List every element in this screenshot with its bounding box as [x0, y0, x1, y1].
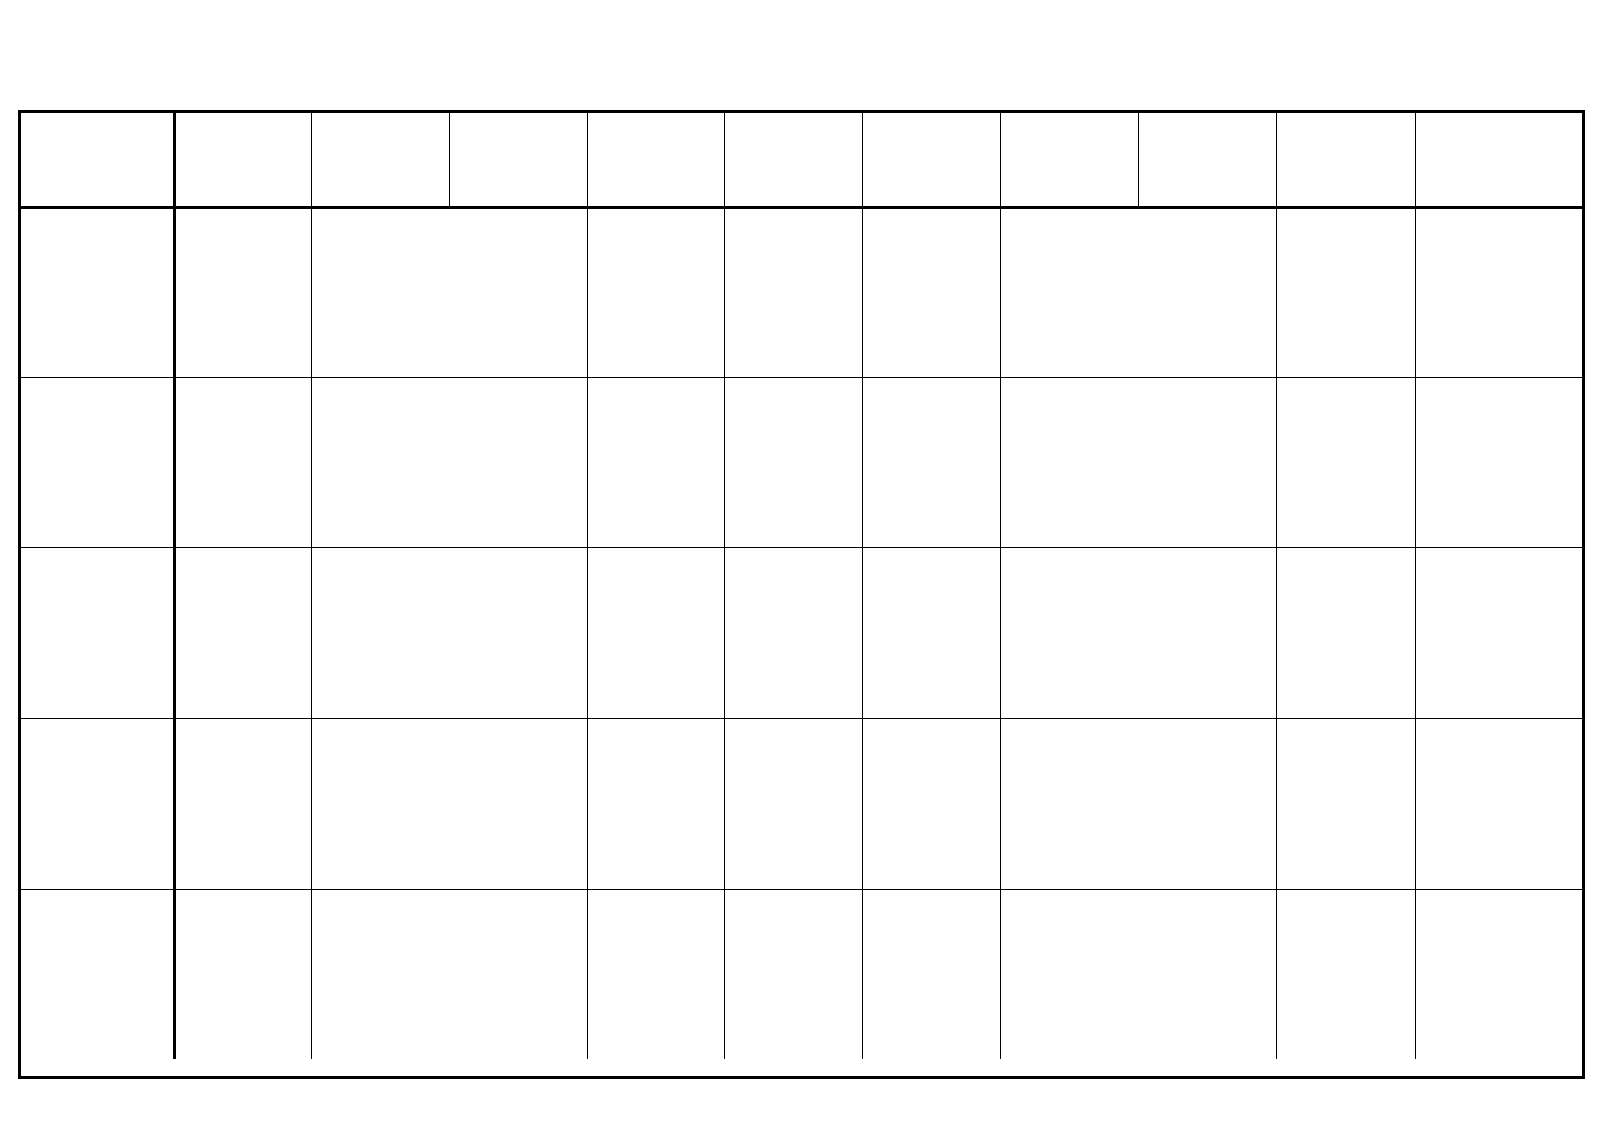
period-header: [1000, 113, 1138, 206]
grid-line: [21, 889, 1582, 890]
grid-line: [173, 113, 176, 1059]
lesson-mon-67: [1000, 206, 1276, 377]
period-header: [724, 113, 862, 206]
day-label: [21, 718, 173, 889]
period-header: [1276, 113, 1415, 206]
grid-line: [21, 377, 1582, 378]
grid-line: [21, 718, 1582, 719]
lesson-mon-3: [587, 206, 724, 377]
period-header: [862, 113, 1000, 206]
subject-label: [732, 206, 854, 377]
lesson-mon-4: [724, 206, 862, 377]
period-header: [1415, 113, 1582, 206]
subject-label: [595, 206, 716, 377]
timetable-grid: [18, 110, 1585, 1079]
day-label: [21, 377, 173, 547]
grid-line: [21, 547, 1582, 548]
day-label: [21, 206, 173, 377]
period-header: [587, 113, 724, 206]
grid-line: [724, 547, 725, 718]
period-header: [173, 113, 311, 206]
lesson-mon-5: [862, 206, 1000, 377]
lesson-mon-12: [311, 206, 587, 377]
period-header: [1138, 113, 1276, 206]
grid-line: [1415, 113, 1416, 1059]
subject-label: [319, 206, 579, 377]
subject-label: [870, 206, 992, 377]
day-label: [21, 889, 173, 1059]
grid-line: [1276, 113, 1277, 1059]
period-header: [311, 113, 449, 206]
day-label: [21, 547, 173, 718]
period-header: [449, 113, 587, 206]
